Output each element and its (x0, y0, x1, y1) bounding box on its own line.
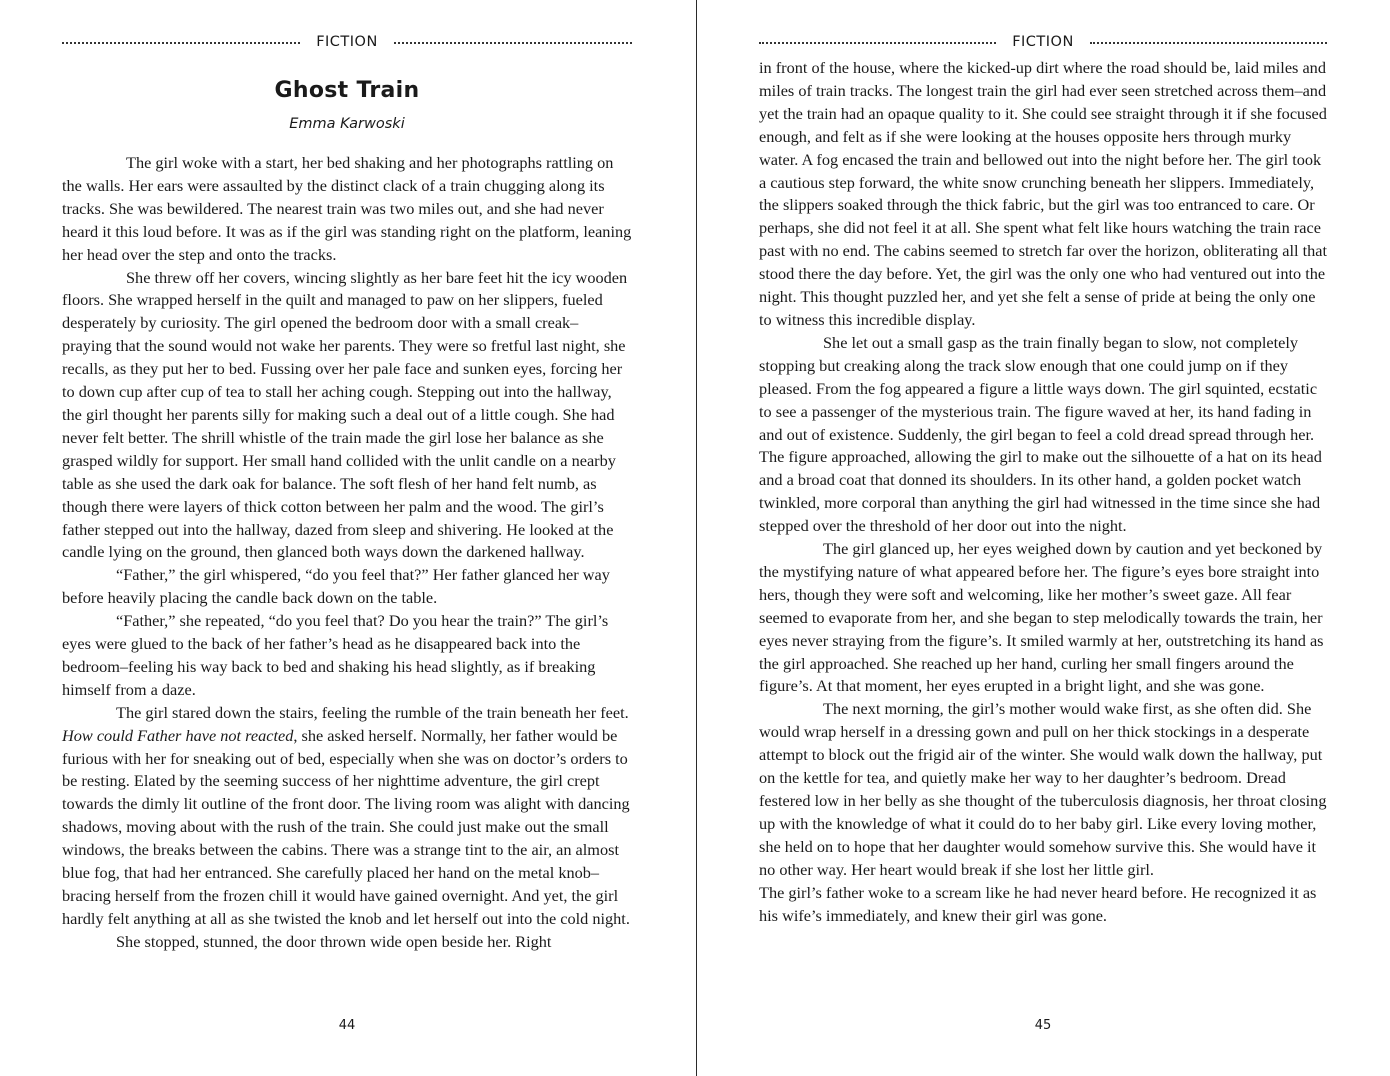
paragraph: The girl glanced up, her eyes weighed down by caution and yet beckoned by the mystifying nature of what appeared before her. The figure’s eyes bore straight into hers, though they were soft and welcoming, like her mother’s sweet gaze. All fear seemed to evaporate from her, and she began to step melodically towards the train, her eyes never straying from the figure’s. It smiled warmly at her, outstretching its hand as the girl approached. She reached up her hand, curling her small fingers around the figure’s. At that moment, her eyes erupted in a bright light, and she was gone. (759, 539, 1324, 696)
paragraph (62, 931, 632, 954)
paragraph: She let out a small gasp as the train finally began to slow, not completely stopping but creaking along the track slow enough that one could jump on if they pleased. From the fog appeared a figure a little ways down. The girl squinted, ecstatic to see a passenger of the mysterious train. The figure waved at her, its hand fading in and out of existence. Suddenly, the girl began to feel a cold dread spread through her. The figure approached, allowing the girl to make out the silhouette of a hat on its head and a broad coat that donned its shoulders. In its other hand, a golden pocket watch twinkled, more corporal than anything the girl had witnessed in the time since she had stepped over the threshold of her door out into the night. (759, 332, 1322, 536)
body-text-left (62, 152, 632, 954)
paragraph: The girl’s father woke to a scream like he had never heard before. He recognized it as his wife’s immediately, and knew their girl was gone. (759, 882, 1317, 925)
left-page (62, 0, 632, 1076)
dotted-rule (62, 42, 300, 44)
page-number-left: 44 (338, 1018, 356, 1033)
running-head-left (62, 32, 632, 52)
paragraph (62, 610, 632, 702)
section-label: FICTION (1012, 34, 1074, 50)
dotted-rule (394, 42, 632, 44)
dotted-rule (759, 42, 996, 44)
paragraph-text: “Father,” the girl whispered, “do you feel that?” Her father glanced her way before heavily placing the candle back down on the table. (62, 565, 610, 608)
paragraph (62, 152, 632, 267)
page-number-right: 45 (1034, 1018, 1052, 1033)
section-label: FICTION (316, 34, 378, 50)
italic-phrase: How could Father have not reacted (62, 725, 294, 745)
dotted-rule (1090, 42, 1327, 44)
paragraph-text: “Father,” she repeated, “do you feel that? Do you hear the train?” The girl’s eyes were glued to the back of her father’s head as he disappeared back into the bedroom–feeling his way back to bed and shaking his head slightly, as if breaking himself from a daze. (62, 611, 609, 699)
running-head-right (759, 32, 1327, 52)
paragraph (62, 702, 632, 931)
story-title: Ghost Train (274, 78, 420, 103)
paragraph: The next morning, the girl’s mother would wake first, as she often did. She would wrap herself in a dressing gown and pull on her thick stockings in a desperate attempt to block out the frigid air of the winter. She would walk down the hallway, put on the kettle for tea, and quietly make her way to her daughter’s bedroom. Dread festered low in her belly as she thought of the tuberculosis diagnosis, her throat closing up with the knowledge of what it could do to her baby girl. Like every loving mother, she held on to hope that her daughter would somehow survive this. She would have it no other way. Her heart would break if she lost her little girl. (759, 699, 1327, 879)
paragraph-text: The girl stared down the stairs, feeling the rumble of the train beneath her feet. (116, 702, 629, 722)
paragraph: in front of the house, where the kicked-up dirt where the road should be, laid miles and miles of train tracks. The longest train the girl had ever seen stretched across them–and yet the train had an opaque quality to it. She could see straight through it if she focused enough, and felt as if she were looking at the houses opposite hers through murky water. A fog encased the train and bellowed out into the night before her. The girl took a cautious step forward, the white snow crunching beneath her slippers. Immediately, the slippers soaked through the thick fabric, but the girl was too entranced to care. Or perhaps, she did not feel it at all. She spent what felt like hours watching the train race past with no end. The cabins seemed to stretch far over the horizon, obliterating all that stood there the day before. Yet, the girl was the only one who had ventured out into the night. This thought puzzled her, and yet she felt a sense of pride at being the only one to witness this incredible display. (759, 58, 1328, 329)
body-text-right (759, 57, 1327, 927)
paragraph-text: She threw off her covers, wincing slightly as her bare feet hit the icy wooden floors. She wrapped herself in the quilt and managed to paw on her slippers, fueled desperately by curiosity. The girl opened the bedroom door with a small creak– praying that the sound would not wake her parents. They were so fretful last night, she recalls, as they put her to bed. Fussing over her pale face and sunken eyes, forcing her to down cup after cup of tea to stall her aching cough. Stepping out into the hallway, the girl thought her parents silly for making such a deal out of a little cough. She had never felt better. The shrill whistle of the train made the girl lose her balance as she grasped wildly for support. Her small hand collided with the unlit candle on a nearby table as she used the dark oak for balance. The soft flesh of her hand felt numb, as though there were layers of thick cotton between her palm and the wood. The girl’s father stepped out into the hallway, dazed from sleep and shivering. He looked at the candle lying on the ground, then glanced both ways down the darkened hallway. (62, 267, 628, 562)
author-name: Emma Karwoski (289, 116, 405, 132)
gutter-divider (696, 0, 697, 1076)
right-page (759, 0, 1327, 1076)
paragraph (62, 564, 632, 610)
paragraph-text: , she asked herself. Normally, her father would be furious with her for sneaking out of bed, especially when she was on doctor’s orders to be resting. Elated by the seeming success of her nighttime adventure, the girl crept towards the dimly lit outline of the front door. The living room was alight with dancing shadows, moving about with the rush of the train. She could just make out the small windows, the breaks between the cabins. There was a strange tint to the air, an almost blue fog, that had her entranced. She carefully placed her hand on the metal knob–bracing herself from the frozen chill it would have gained overnight. And yet, the girl hardly felt anything at all as she twisted the knob and let herself out into the cold night. (62, 725, 630, 928)
paragraph-text: She stopped, stunned, the door thrown wide open beside her. Right (116, 931, 552, 951)
paragraph (62, 267, 632, 565)
paragraph-text: The girl woke with a start, her bed shaking and her photographs rattling on the walls. Her ears were assaulted by the distinct clack of a train chugging along its tracks. She was bewildered. The nearest train was two miles out, and she had never heard it this loud before. It was as if the girl was standing right on the platform, leaning her head over the step and onto the tracks. (62, 153, 632, 264)
